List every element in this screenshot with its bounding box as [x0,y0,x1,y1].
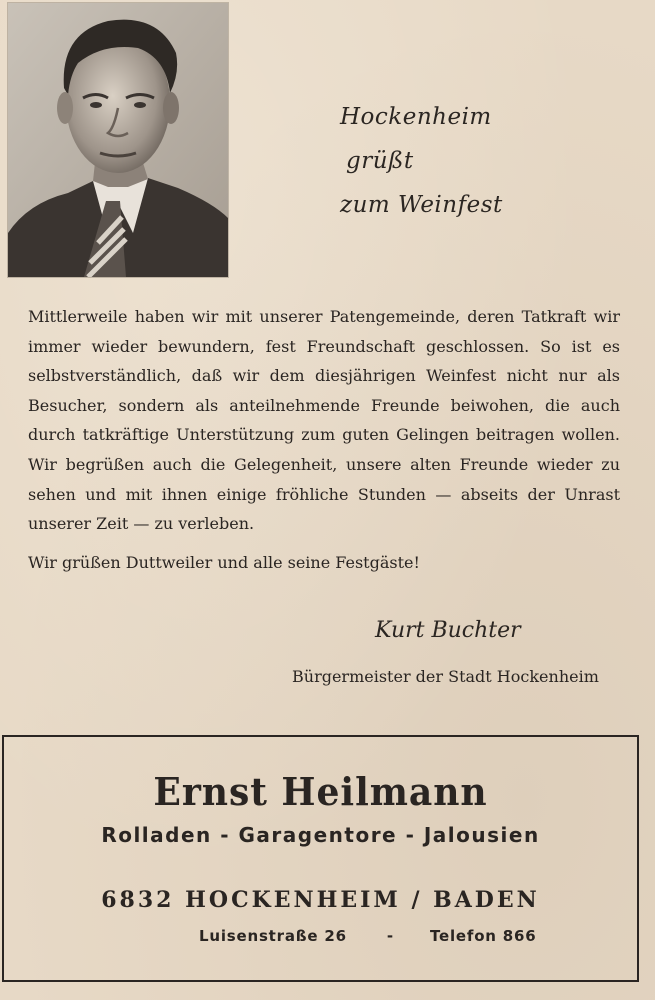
ad-contact-line [199,927,619,945]
ad-separator: - [386,927,394,945]
greeting-heading [340,95,630,227]
greeting-line-2: grüßt [346,148,414,174]
signature: Kurt Buchter [375,618,521,643]
ad-phone: Telefon 866 [429,927,537,945]
portrait-photo [8,3,228,277]
ad-street: Luisenstraße 26 [199,927,347,945]
greeting-line-1: Hockenheim [340,104,492,130]
letter-body [28,302,620,539]
letter-paragraph: Mittlerweile haben wir mit unserer Patengemeinde, deren Tatkraft wir immer wieder bewundern, fest Freundschaft geschlossen. So ist es selbstverständlich, daß wir dem diesjährigen Weinfest nicht nur als Besucher, sondern als anteilnehmende Freunde beiwohen, die auch durch tatkräftige Unterstützung zum guten Gelingen beitragen wollen. Wir begrüßen auch die Gelegenheit, unsere alten Freunde wieder zu sehen und mit ihnen einige fröhliche Stunden — abseits der Unrast unserer Zeit — zu verleben. [28,307,620,534]
ad-company-name: Ernst Heilmann [153,769,488,814]
ad-address: 6832 HOCKENHEIM / BADEN [101,887,540,913]
ad-products: Rolladen - Garagentore - Jalousien [101,823,540,847]
greeting-line-3: zum Weinfest [340,192,503,218]
signature-title: Bürgermeister der Stadt Hockenheim [292,667,599,686]
advertisement-box [2,735,639,982]
portrait-illustration [8,3,228,277]
letter-closing: Wir grüßen Duttweiler und alle seine Festgäste! [28,553,420,572]
